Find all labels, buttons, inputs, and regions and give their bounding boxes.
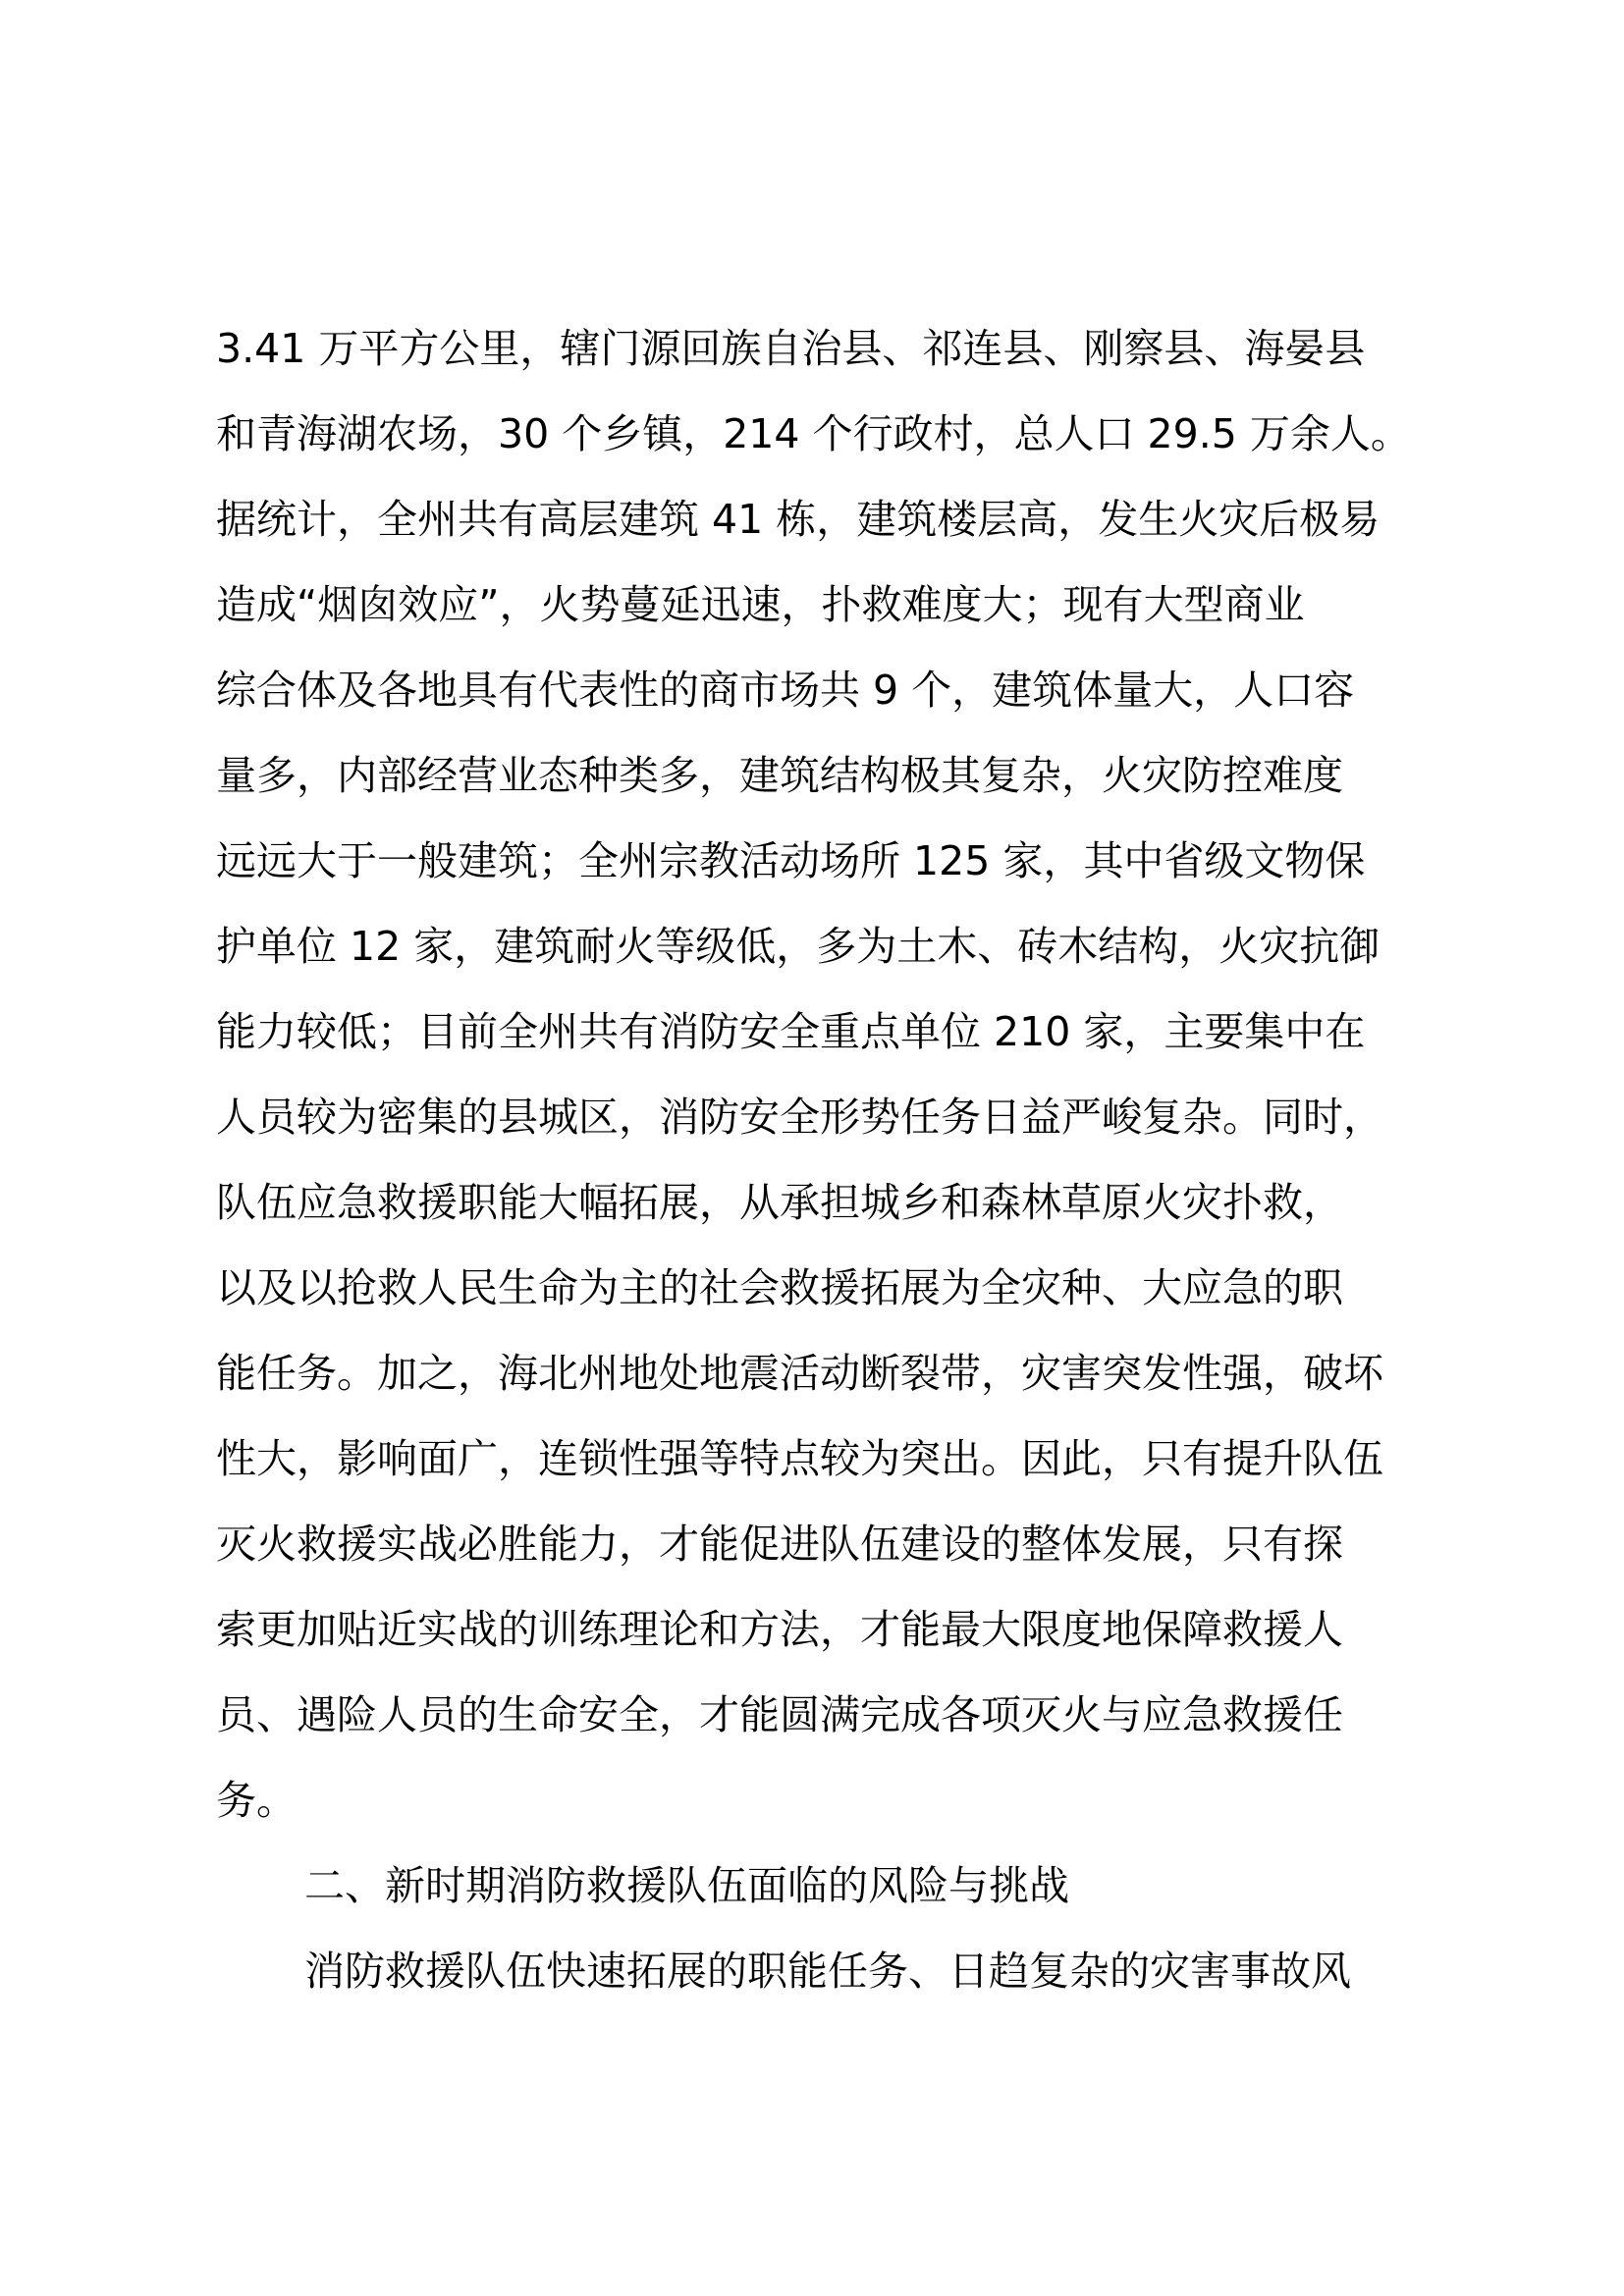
body-text-line: 3.41 万平方公里，辖门源回族自治县、祁连县、刚察县、海晏县 [216, 325, 1366, 372]
body-text-line: 护单位 12 家，建筑耐火等级低，多为土木、砖木结构，火灾抗御 [216, 923, 1380, 970]
body-text-line: 量多，内部经营业态种类多，建筑结构极其复杂，火灾防控难度 [216, 752, 1343, 799]
body-text-line: 性大，影响面广，连锁性强等特点较为突出。因此，只有提升队伍 [216, 1435, 1383, 1482]
body-text-line: 索更加贴近实战的训练理论和方法，才能最大限度地保障救援人 [216, 1606, 1343, 1653]
body-text-line: 以及以抢救人民生命为主的社会救援拓展为全灾种、大应急的职 [216, 1264, 1343, 1311]
body-text-line: 人员较为密集的县城区，消防安全形势任务日益严峻复杂。同时， [216, 1094, 1383, 1141]
body-text-line: 造成“烟囱效应”，火势蔓延迅速，扑救难度大；现有大型商业 [216, 581, 1305, 628]
body-text-line: 员、遇险人员的生命安全，才能圆满完成各项灭火与应急救援任 [216, 1691, 1343, 1738]
body-text-line: 远远大于一般建筑；全州宗教活动场所 125 家，其中省级文物保 [216, 837, 1366, 884]
body-text-line: 综合体及各地具有代表性的商市场共 9 个，建筑体量大，人口容 [216, 667, 1355, 714]
body-text-line: 务。 [216, 1777, 297, 1824]
paragraph-first-line: 消防救援队伍快速拓展的职能任务、日趋复杂的灾害事故风 [304, 1948, 1351, 1995]
body-text-line: 能力较低；目前全州共有消防安全重点单位 210 家，主要集中在 [216, 1008, 1366, 1055]
body-text-line: 和青海湖农场，30 个乡镇，214 个行政村，总人口 29.5 万余人。 [216, 410, 1411, 457]
body-text-line: 据统计，全州共有高层建筑 41 栋，建筑楼层高，发生火灾后极易 [216, 496, 1380, 543]
body-text-line: 灭火救援实战必胜能力，才能促进队伍建设的整体发展，只有探 [216, 1521, 1343, 1568]
body-text-line: 队伍应急救援职能大幅拓展，从承担城乡和森林草原火灾扑救， [216, 1179, 1343, 1226]
body-text-line: 能任务。加之，海北州地处地震活动断裂带，灾害突发性强，破坏 [216, 1350, 1383, 1397]
section-heading: 二、新时期消防救援队伍面临的风险与挑战 [304, 1862, 1069, 1909]
